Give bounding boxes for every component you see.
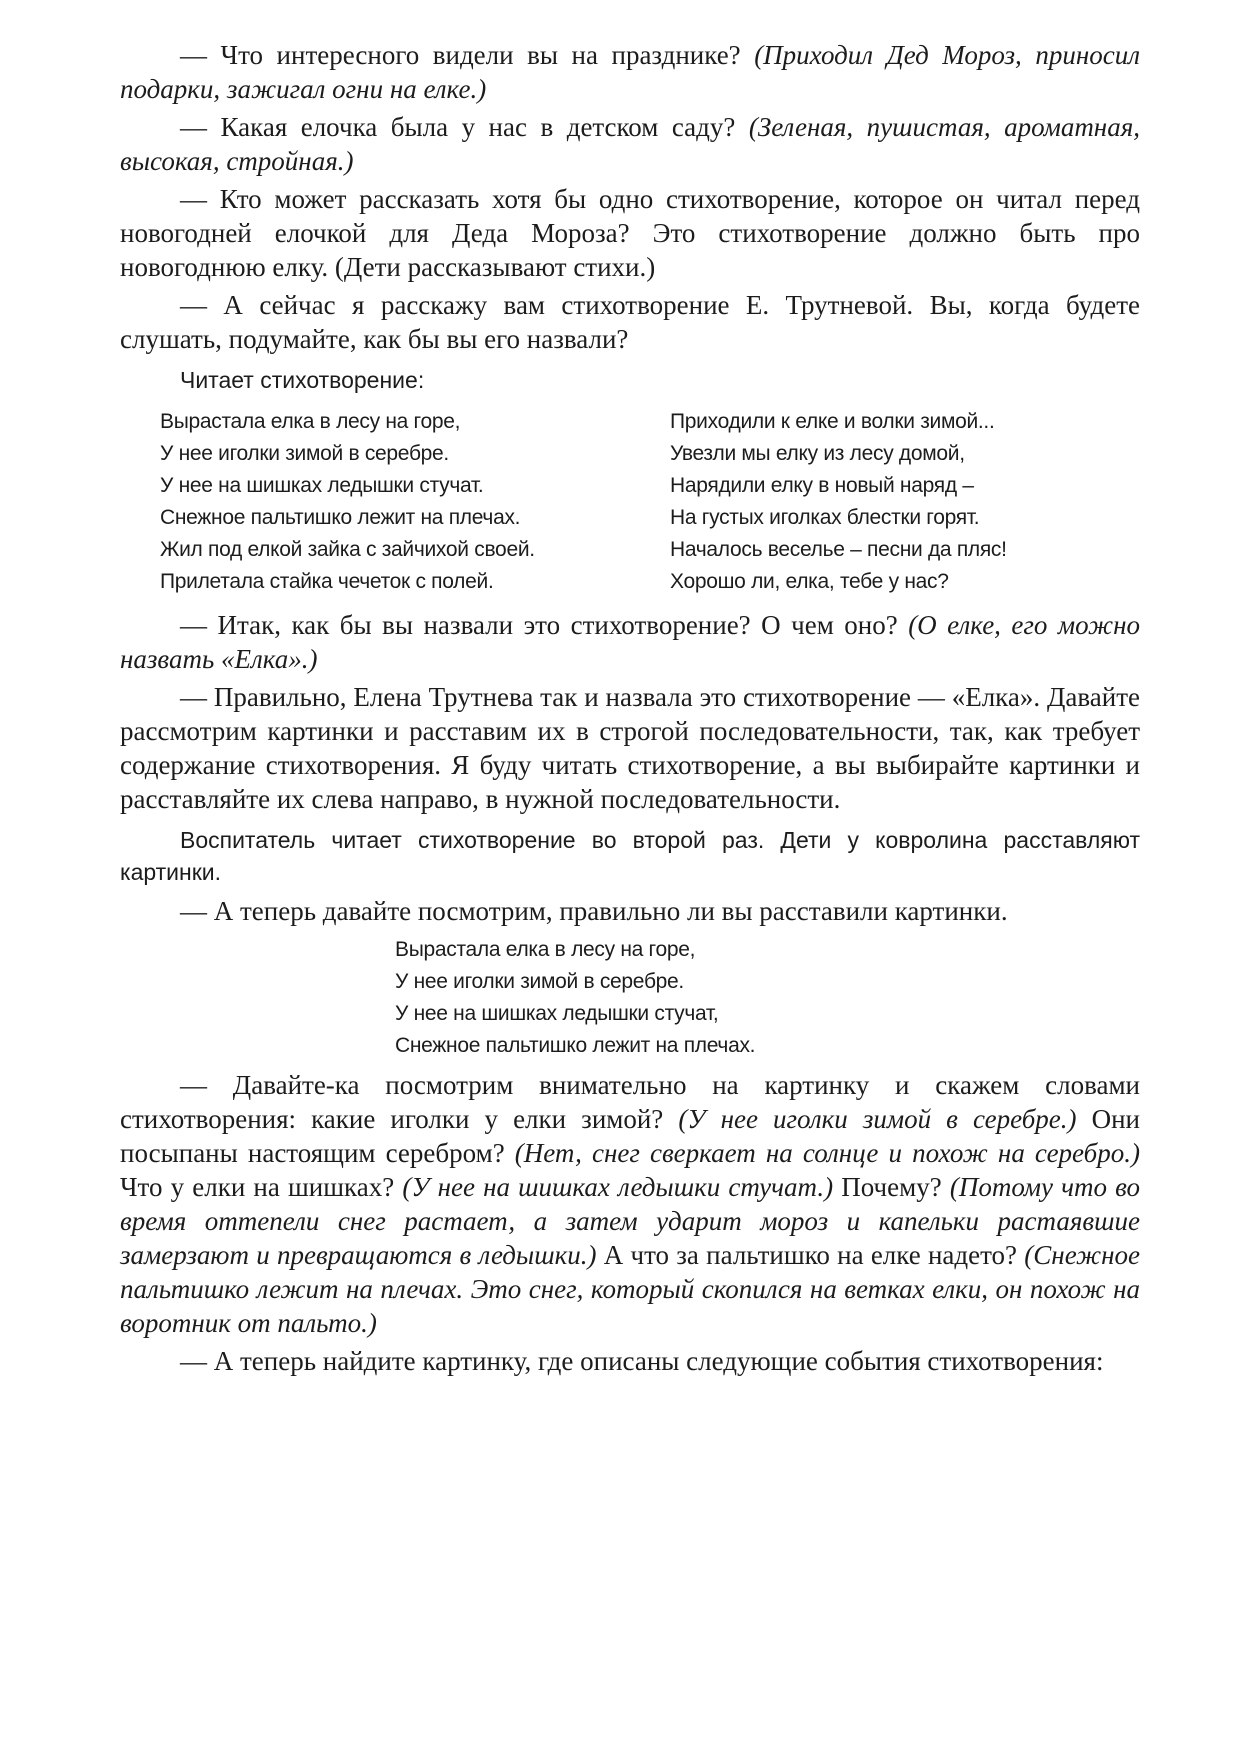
poem-excerpt bbox=[395, 934, 1140, 1062]
discussion-answer: (У нее на шишках ледышки стучат.) bbox=[402, 1172, 834, 1202]
verse-line: На густых иголках блестки горят. bbox=[670, 506, 980, 529]
discussion-text: А что за пальтишко на елке надето? bbox=[596, 1240, 1025, 1270]
verse-line: Прилетала стайка чечеток с полей. bbox=[160, 570, 494, 593]
answer-text: (О елке, его можно назвать «Елка».) bbox=[120, 610, 1140, 674]
question-text: — Какая елочка была у нас в детском саду? bbox=[180, 112, 749, 142]
verse-line: У нее иголки зимой в серебре. bbox=[160, 442, 449, 465]
discussion-answer: (У нее иголки зимой в серебре.) bbox=[678, 1104, 1077, 1134]
paragraph-discussion bbox=[120, 1068, 1140, 1340]
question-text: — Итак, как бы вы назвали это стихотворение? О чем оно? bbox=[180, 610, 909, 640]
verse-line: Нарядили елку в новый наряд – bbox=[670, 474, 974, 497]
poem-right-column bbox=[670, 406, 1120, 598]
paragraph-question-tree bbox=[120, 110, 1140, 178]
verse-line: У нее на шишках ледышки стучат. bbox=[160, 474, 484, 497]
poem-left-column bbox=[160, 406, 610, 598]
paragraph-recite: — Кто может рассказать хотя бы одно стихотворение, которое он читал перед новогодней елочкой для Деда Мороза? Это стихотворение должно быть про новогоднюю елку. (Дети рассказывают стихи.) bbox=[120, 184, 1140, 282]
paragraph-sequence-task: — Правильно, Елена Трутнева так и назвала это стихотворение — «Елка». Давайте рассмотрим картинки и расставим их в строгой последовательности, так, как требует содержание стихотворения. Я буду читать стихотворение, а вы выбирайте картинки и расставляйте их слева направо, в нужной последовательности. bbox=[120, 682, 1140, 814]
stage-note-reading: Читает стихотворение: bbox=[180, 367, 425, 393]
paragraph-check: — А теперь давайте посмотрим, правильно ли вы расставили картинки. bbox=[180, 896, 1008, 926]
discussion-answer: (Нет, снег сверкает на солнце и похож на серебро.) bbox=[514, 1138, 1140, 1168]
verse-line: Жил под елкой зайка с зайчихой своей. bbox=[160, 538, 535, 561]
paragraph-question-holiday bbox=[120, 38, 1140, 106]
verse-line: Вырастала елка в лесу на горе, bbox=[395, 938, 696, 961]
verse-line: У нее иголки зимой в серебре. bbox=[395, 970, 684, 993]
answer-text: (Приходил Дед Мороз, приносил подарки, зажигал огни на елке.) bbox=[120, 40, 1140, 104]
verse-line: Приходили к елке и волки зимой... bbox=[670, 410, 995, 433]
paragraph-title-question bbox=[120, 608, 1140, 676]
verse-line: Началось веселье – песни да пляс! bbox=[670, 538, 1007, 561]
discussion-text: Почему? bbox=[833, 1172, 950, 1202]
poem-full bbox=[160, 406, 1140, 598]
discussion-answer: (Снежное пальтишко лежит на плечах. Это снег, который скопился на ветках елки, он похож на воротник от пальто.) bbox=[120, 1240, 1140, 1338]
discussion-text: — Давайте-ка посмотрим внимательно на картинку и скажем словами стихотворения: какие иголки у елки зимой? bbox=[120, 1070, 1140, 1134]
answer-text: (Зеленая, пушистая, ароматная, высокая, стройная.) bbox=[120, 112, 1141, 176]
verse-line: Снежное пальтишко лежит на плечах. bbox=[160, 506, 521, 529]
paragraph-intro-poem: — А сейчас я расскажу вам стихотворение Е. Трутневой. Вы, когда будете слушать, подумайте, как бы вы его назвали? bbox=[120, 290, 1140, 354]
discussion-text: Что у елки на шишках? bbox=[120, 1172, 403, 1202]
page bbox=[120, 38, 1140, 1378]
verse-line: У нее на шишках ледышки стучат, bbox=[395, 1002, 719, 1025]
verse-line: Увезли мы елку из лесу домой, bbox=[670, 442, 965, 465]
paragraph-find-picture: — А теперь найдите картинку, где описаны следующие события стихотворения: bbox=[180, 1346, 1104, 1376]
question-text: — Что интересного видели вы на празднике? bbox=[180, 40, 755, 70]
discussion-answer: (Потому что во время оттепели снег растает, а затем ударит мороз и капельки растаявшие замерзают и превращаются в ледышки.) bbox=[120, 1172, 1141, 1270]
discussion-text: Они посыпаны настоящим серебром? bbox=[120, 1104, 1140, 1168]
verse-line: Хорошо ли, елка, тебе у нас? bbox=[670, 570, 949, 593]
verse-line: Вырастала елка в лесу на горе, bbox=[160, 410, 461, 433]
stage-note-second-reading: Воспитатель читает стихотворение во второй раз. Дети у ковролина расставляют картинки. bbox=[120, 827, 1140, 885]
verse-line: Снежное пальтишко лежит на плечах. bbox=[395, 1034, 756, 1057]
